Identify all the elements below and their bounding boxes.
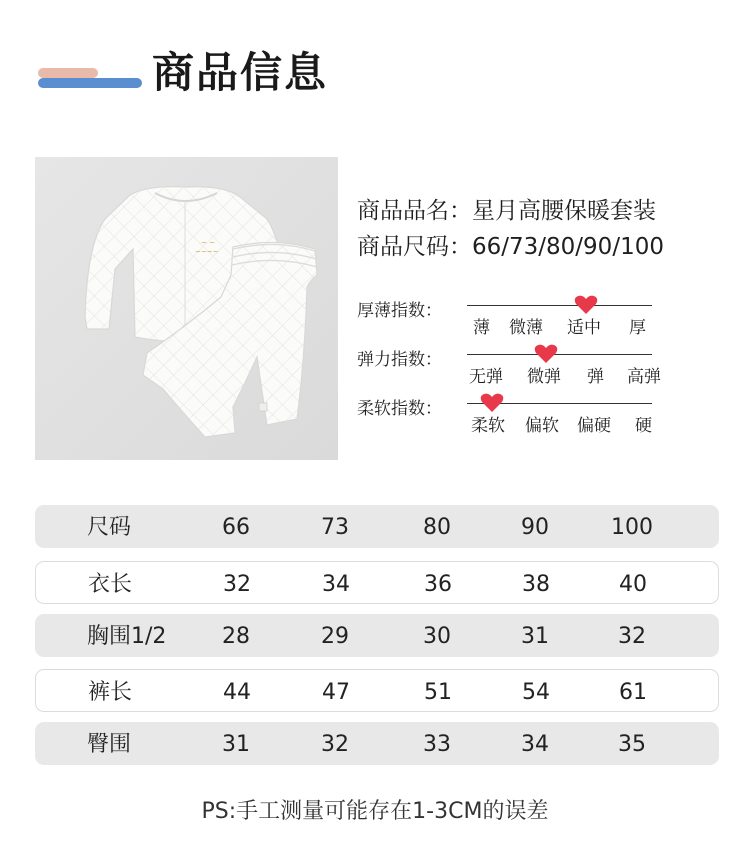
elasticity-index-line (467, 354, 652, 355)
page-title: 商品信息 (152, 48, 329, 97)
table-cell: 40 (619, 572, 647, 597)
softness-option: 偏软 (525, 416, 559, 436)
table-row (35, 505, 719, 548)
heart-icon (574, 295, 598, 315)
table-cell: 73 (321, 515, 349, 540)
table-cell: 32 (223, 572, 251, 597)
table-cell: 29 (321, 624, 349, 649)
table-cell: 66 (222, 515, 250, 540)
product-name: 商品品名：星月高腰保暖套装 (357, 198, 656, 224)
softness-index (357, 394, 657, 444)
product-sizes: 商品尺码：66/73/80/90/100 (357, 234, 664, 260)
table-cell: 44 (223, 680, 251, 705)
table-cell: 34 (521, 732, 549, 757)
table-cell: 35 (618, 732, 646, 757)
header-accent-pink (38, 68, 98, 78)
thickness-option-selected: 适中 (567, 318, 601, 338)
thickness-index-label: 厚薄指数： (357, 301, 442, 321)
measurement-footnote: PS:手工测量可能存在1-3CM的误差 (201, 799, 549, 824)
table-cell: 38 (522, 572, 550, 597)
table-cell: 36 (424, 572, 452, 597)
table-cell: 54 (522, 680, 550, 705)
thickness-index-line (467, 305, 652, 306)
elasticity-option: 高弹 (627, 367, 661, 387)
table-cell: 51 (424, 680, 452, 705)
heart-icon (480, 393, 504, 413)
table-row (35, 614, 719, 657)
table-cell: 80 (423, 515, 451, 540)
elasticity-index-label: 弹力指数： (357, 350, 442, 370)
elasticity-option: 弹 (587, 367, 604, 387)
table-cell: 30 (423, 624, 451, 649)
thickness-index (357, 296, 657, 346)
table-cell: 31 (521, 624, 549, 649)
table-row (35, 669, 719, 712)
thickness-option: 薄 (473, 318, 490, 338)
softness-option: 硬 (635, 416, 652, 436)
table-cell: 33 (423, 732, 451, 757)
elasticity-option-selected: 微弹 (527, 367, 561, 387)
svg-text:~~~~: ~~~~ (195, 248, 219, 256)
table-cell: 31 (222, 732, 250, 757)
thickness-option: 厚 (629, 318, 646, 338)
softness-option-selected: 柔软 (471, 416, 505, 436)
softness-index-label: 柔软指数： (357, 399, 442, 419)
table-cell: 28 (222, 624, 250, 649)
thickness-option: 微薄 (509, 318, 543, 338)
row-label: 尺码 (87, 515, 132, 540)
row-label: 裤长 (88, 680, 133, 705)
product-photo (35, 157, 338, 460)
header-accent-blue (38, 78, 142, 88)
heart-icon (534, 344, 558, 364)
softness-option: 偏硬 (577, 416, 611, 436)
table-cell: 34 (322, 572, 350, 597)
table-cell: 32 (618, 624, 646, 649)
table-cell: 100 (611, 515, 653, 540)
row-label: 衣长 (88, 572, 133, 597)
table-row (35, 561, 719, 604)
elasticity-option: 无弹 (469, 367, 503, 387)
row-label: 臀围 (87, 732, 132, 757)
row-label: 胸围1/2 (87, 624, 167, 649)
table-cell: 90 (521, 515, 549, 540)
svg-text:~ ~: ~ ~ (201, 239, 215, 247)
table-cell: 47 (322, 680, 350, 705)
table-row (35, 722, 719, 765)
table-cell: 32 (321, 732, 349, 757)
elasticity-index (357, 345, 661, 395)
table-cell: 61 (619, 680, 647, 705)
baby-clothing-set-icon (35, 157, 338, 460)
